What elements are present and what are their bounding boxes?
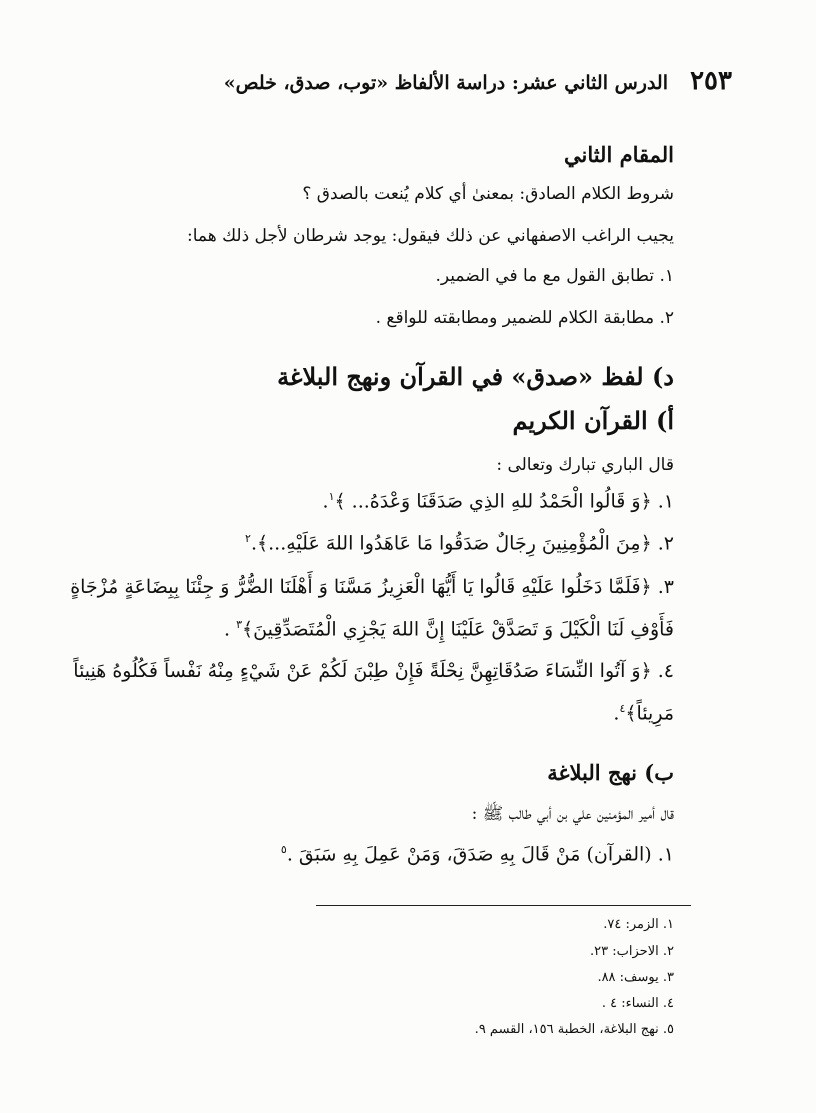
section-title: المقام الثاني — [563, 142, 674, 167]
list-item: ١. تطابق القول مع ما في الضمير. — [435, 266, 674, 286]
footnote-ref: ٢ — [245, 532, 251, 545]
heading-quran: أ) القرآن الكريم — [512, 406, 674, 435]
paragraph-line: شروط الكلام الصادق: بمعنىٰ أي كلام يُنعت بالصدق ؟ — [302, 184, 674, 204]
footnote: ٥. نهج البلاغة، الخطبة ١٥٦، القسم ٩. — [474, 1022, 674, 1037]
verse-line: ٣. ﴿فَلَمَّا دَخَلُوا عَلَيْهِ قَالُوا يَا أَيُّهَا الْعَزِيزُ مَسَّنَا وَ أَهْلَنَا الضُّرُّ وَ جِئْنَا بِبِضَاعَةٍ مُزْجَاةٍ — [70, 576, 674, 598]
nahj-intro: قال أمير المؤمنين علي بن أبي طالب ﷺ : — [471, 804, 674, 824]
verse-line: ٤. ﴿وَ آتُوا النِّسَاءَ صَدُقَاتِهِنَّ نِحْلَةً فَإِنْ طِبْنَ لَكُمْ عَنْ شَيْءٍ مِنْهُ نَفْساً فَكُلُوهُ هَنِيئاً — [73, 660, 674, 682]
footnote-ref: ٤ — [619, 702, 626, 715]
paragraph-line: يجيب الراغب الاصفهاني عن ذلك فيقول: يوجد شرطان لأجل ذلك هما: — [186, 226, 674, 246]
page-number: ٢٥٣ — [690, 66, 732, 96]
footnote: ٣. يوسف: ٨٨. — [597, 970, 674, 985]
verse-line: ٢. ﴿مِنَ الْمُؤْمِنِينَ رِجَالٌ صَدَقُوا مَا عَاهَدُوا اللهَ عَلَيْهِ...﴾.$^٢$ — [245, 532, 674, 555]
footnote-ref: ١ — [328, 490, 335, 503]
nahj-item: ١. (القرآن) مَنْ قَالَ بِهِ صَدَقَ، وَمَنْ عَمِلَ بِهِ سَبَقَ .$^٥$ — [280, 843, 674, 866]
footnote: ٤. النساء: ٤ . — [601, 996, 674, 1011]
footnote-divider — [316, 905, 691, 906]
intro-text: قال الباري تبارك وتعالى : — [496, 455, 674, 475]
footnote: ٢. الاحزاب: ٢٣. — [590, 944, 674, 959]
heading-d: د) لفظ «صدق» في القرآن ونهج البلاغة — [277, 362, 674, 391]
verse-line: ١. ﴿وَ قَالُوا الْحَمْدُ للهِ الذِي صَدَقَنَا وَعْدَهُ... ﴾$^١$. — [322, 490, 674, 513]
heading-nahj: ب) نهج البلاغة — [547, 760, 674, 785]
footnote-ref: ٣ — [236, 618, 243, 631]
footnote-ref: ٥ — [280, 843, 287, 856]
footnote: ١. الزمر: ٧٤. — [603, 917, 674, 932]
list-item: ٢. مطابقة الكلام للضمير ومطابقته للواقع . — [375, 308, 674, 328]
verse-line: مَرِيئاً﴾$^٤$. — [613, 702, 674, 725]
verse-line: فَأَوْفِ لَنَا الْكَيْلَ وَ تَصَدَّقْ عَلَيْنَا إِنَّ اللهَ يَجْزِي الْمُتَصَدِّقِينَ﴾$^٣$ . — [224, 618, 674, 641]
running-header: الدرس الثاني عشر: دراسة الألفاظ «توب، صدق، خلص» — [223, 72, 668, 94]
